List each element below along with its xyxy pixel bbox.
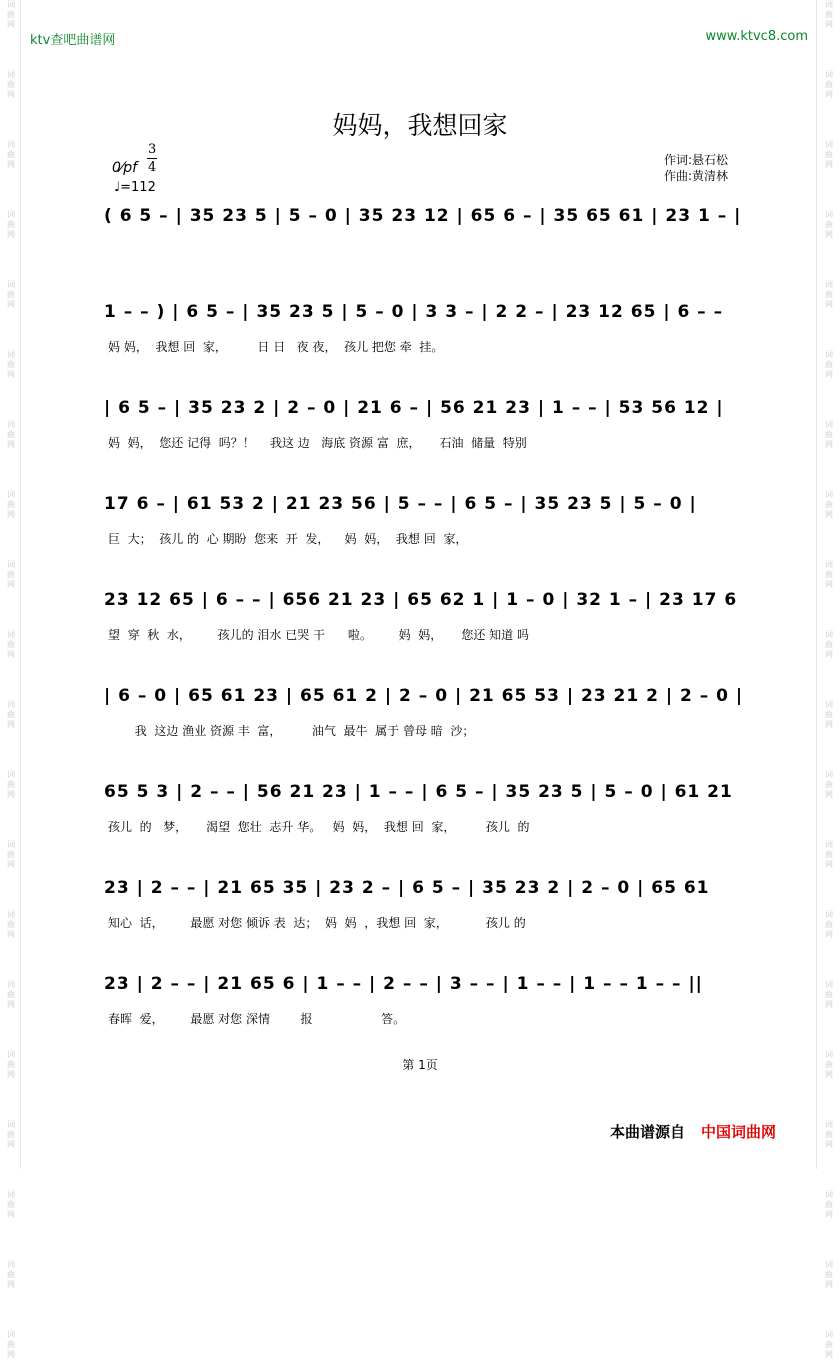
watermark-glyphs: 词 曲 网 [825, 280, 833, 309]
watermark-glyphs: 词 曲 网 [7, 140, 15, 169]
song-title: 妈妈，我想回家 [332, 111, 508, 140]
notation-line: 17 6 – | 61 53 2 | 21 23 56 | 5 – – | 6 5 – | 35 23 5 | 5 – 0 | [104, 494, 697, 514]
watermark-glyphs: 词 曲 网 [7, 1330, 15, 1359]
watermark-glyphs: 词 曲 网 [825, 770, 833, 799]
lyric-line: 我 这边 渔业 资源 丰 富， 油气 最牛 属于 曾母 暗 沙； [108, 724, 475, 738]
watermark-glyphs: 词 曲 网 [7, 630, 15, 659]
notation-line: ( 6 5 – | 35 23 5 | 5 – 0 | 35 23 12 | 65 6 – | 35 65 61 | 23 1 – | [104, 206, 742, 226]
source-credit [610, 1121, 776, 1142]
watermark-glyphs: 词 曲 网 [825, 1260, 833, 1289]
watermark-glyphs: 词 曲 网 [7, 1050, 15, 1079]
lyric-line: 妈 妈， 您还 记得 吗？！ 我这 边 海底 资源 富 庶， 石油 储量 特别 [108, 436, 527, 450]
lyric-line: 妈 妈， 我想 回 家， 日 日 夜 夜， 孩儿 把您 牵 挂。 [108, 340, 444, 354]
watermark-glyphs: 词 曲 网 [7, 770, 15, 799]
watermark-glyphs: 词 曲 网 [7, 420, 15, 449]
watermark-glyphs: 词 曲 网 [825, 1330, 833, 1359]
site-url-right[interactable]: www.ktvc8.com [705, 29, 808, 44]
watermark-glyphs: 词 曲 网 [825, 700, 833, 729]
right-watermark-column [822, 0, 836, 1359]
watermark-glyphs: 词 曲 网 [825, 70, 833, 99]
page-number: 第 1页 [402, 1058, 438, 1072]
watermark-glyphs: 词 曲 网 [825, 490, 833, 519]
composer: 作曲:黄清林 [664, 169, 729, 183]
notation-line: 65 5 3 | 2 – – | 56 21 23 | 1 – – | 6 5 – | 35 23 5 | 5 – 0 | 61 21 [104, 782, 733, 802]
notation-line: | 6 5 – | 35 23 2 | 2 – 0 | 21 6 – | 56 21 23 | 1 – – | 53 56 12 | [104, 398, 724, 418]
lyric-line: 望 穿 秋 水， 孩儿的 泪水 已哭 干 啦。 妈 妈， 您还 知道 吗 [108, 628, 529, 642]
notation-line: 1 – – ) | 6 5 – | 35 23 5 | 5 – 0 | 3 3 – | 2 2 – | 23 12 65 | 6 – – [104, 302, 724, 322]
watermark-glyphs: 词 曲 网 [825, 350, 833, 379]
score-meta [112, 140, 172, 200]
notation-line: | 6 – 0 | 65 61 23 | 65 61 2 | 2 – 0 | 21 65 53 | 23 21 2 | 2 – 0 | [104, 686, 744, 706]
lyric-line: 孩儿 的 梦， 渴望 您壮 志升 华。 妈 妈， 我想 回 家， 孩儿 的 [108, 820, 530, 834]
watermark-glyphs: 词 曲 网 [7, 910, 15, 939]
watermark-glyphs: 词 曲 网 [825, 630, 833, 659]
watermark-glyphs: 词 曲 网 [825, 140, 833, 169]
watermark-glyphs: 词 曲 网 [7, 70, 15, 99]
lyric-line: 知心 话， 最愿 对您 倾诉 表 达； 妈 妈 ，我想 回 家， 孩儿 的 [108, 916, 526, 930]
watermark-glyphs: 词 曲 网 [7, 1120, 15, 1149]
watermark-glyphs: 词 曲 网 [825, 980, 833, 1009]
watermark-glyphs: 词 曲 网 [7, 980, 15, 1009]
watermark-glyphs: 词 曲 网 [7, 1260, 15, 1289]
watermark-glyphs: 词 曲 网 [7, 280, 15, 309]
site-name-left[interactable]: ktv查吧曲谱网 [30, 33, 116, 48]
lyric-line: 巨 大； 孩儿 的 心 期盼 您来 开 发， 妈 妈， 我想 回 家， [108, 532, 468, 546]
watermark-glyphs: 词 曲 网 [825, 560, 833, 589]
watermark-glyphs: 词 曲 网 [7, 350, 15, 379]
watermark-glyphs: 词 曲 网 [7, 700, 15, 729]
watermark-glyphs: 词 曲 网 [7, 560, 15, 589]
notation-line: 23 | 2 – – | 21 65 35 | 23 2 – | 6 5 – | 35 23 2 | 2 – 0 | 65 61 [104, 878, 710, 898]
time-signature-top: 3 [148, 142, 157, 157]
right-margin-line [816, 0, 817, 1169]
watermark-glyphs: 词 曲 网 [825, 1050, 833, 1079]
time-signature-bar [147, 158, 157, 159]
watermark-glyphs: 词 曲 网 [7, 210, 15, 239]
watermark-glyphs: 词 曲 网 [825, 910, 833, 939]
time-signature-bottom: 4 [148, 160, 157, 175]
watermark-glyphs: 词 曲 网 [825, 840, 833, 869]
watermark-glyphs: 词 曲 网 [825, 1190, 833, 1219]
credits [664, 152, 728, 184]
lyricist: 作词:悬石松 [664, 153, 729, 167]
lyric-line: 春晖 爱， 最愿 对您 深情 报 答。 [108, 1012, 406, 1026]
watermark-glyphs: 词 曲 网 [825, 0, 833, 29]
watermark-glyphs: 词 曲 网 [7, 0, 15, 29]
source-brand[interactable]: 中国词曲网 [701, 1123, 777, 1141]
left-margin-line [20, 0, 21, 1169]
watermark-glyphs: 词 曲 网 [825, 210, 833, 239]
watermark-glyphs: 词 曲 网 [7, 840, 15, 869]
dynamic-mark: 0⁄pf [112, 160, 138, 176]
source-label: 本曲谱源自 [610, 1123, 686, 1141]
watermark-glyphs: 词 曲 网 [825, 1120, 833, 1149]
tempo-mark: ♩=112 [114, 180, 156, 195]
notation-line: 23 12 65 | 6 – – | 656 21 23 | 65 62 1 | 1 – 0 | 32 1 – | 23 17 6 [104, 590, 738, 610]
watermark-glyphs: 词 曲 网 [825, 420, 833, 449]
watermark-glyphs: 词 曲 网 [7, 490, 15, 519]
left-watermark-column [4, 0, 18, 1359]
notation-line: 23 | 2 – – | 21 65 6 | 1 – – | 2 – – | 3 – – | 1 – – | 1 – – 1 – – || [104, 974, 703, 994]
watermark-glyphs: 词 曲 网 [7, 1190, 15, 1219]
